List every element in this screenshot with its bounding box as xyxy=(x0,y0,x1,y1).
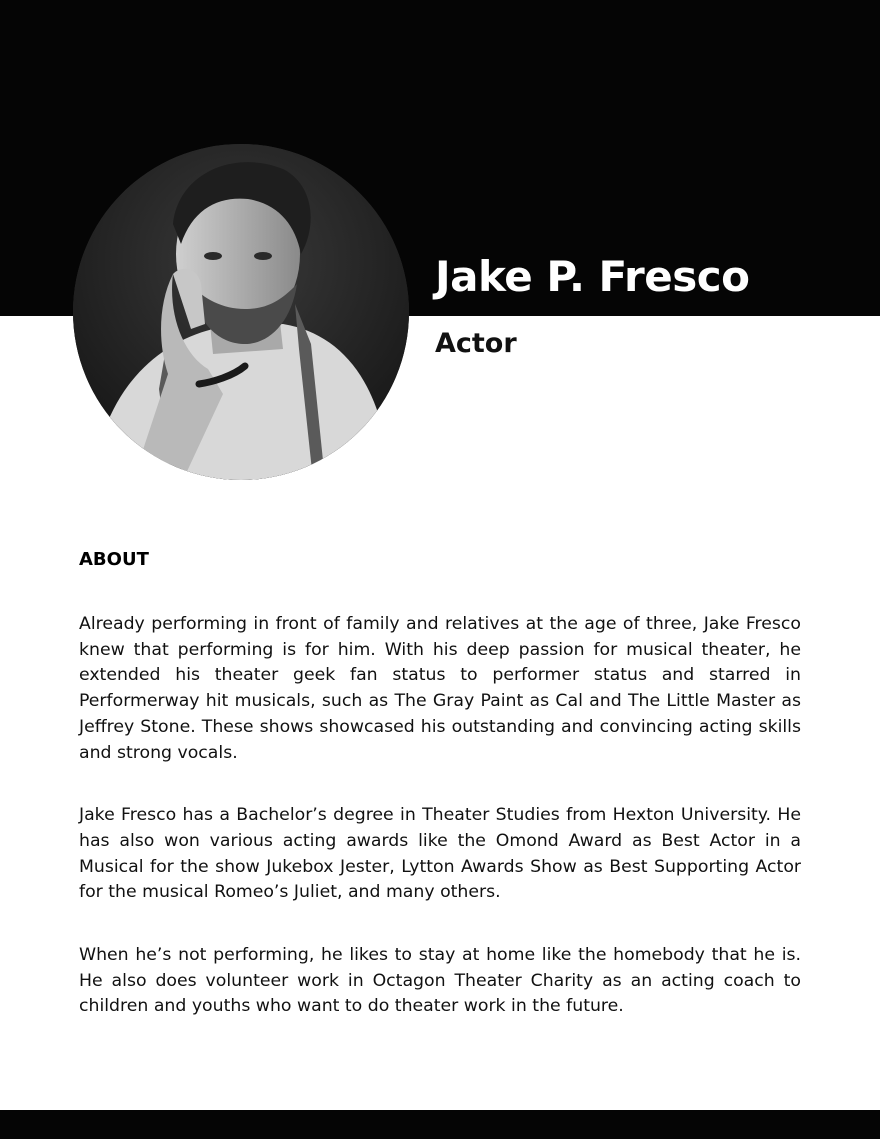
about-paragraph-1: Already performing in front of family and relatives at the age of three, Jake Fresco knew that performing is for him. With his deep passion for musical theater, he extended his theater geek fan status to performer status and starred in Performerway hit musicals, such as The Gray Paint as Cal and The Little Master as Jeffrey Stone. These shows showcased his outstanding and convincing acting skills and strong vocals. xyxy=(79,614,801,763)
profile-photo xyxy=(73,144,409,480)
portrait-image xyxy=(73,144,409,480)
profile-name: Jake P. Fresco xyxy=(435,252,750,301)
about-heading: ABOUT xyxy=(79,549,149,570)
about-paragraph-2: Jake Fresco has a Bachelor’s degree in Theater Studies from Hexton University. He has also won various acting awards like the Omond Award as Best Actor in a Musical for the show Jukebox Jester, Lytton Awards Show as Best Supporting Actor for the musical Romeo’s Juliet, and many others. xyxy=(79,805,801,903)
about-paragraph-3: When he’s not performing, he likes to stay at home like the homebody that he is. He also does volunteer work in Octagon Theater Charity as an acting coach to children and youths who want to do theater work in the future. xyxy=(79,945,801,1017)
footer-band xyxy=(0,1110,880,1139)
about-body xyxy=(79,612,801,1057)
profile-role: Actor xyxy=(435,328,517,359)
